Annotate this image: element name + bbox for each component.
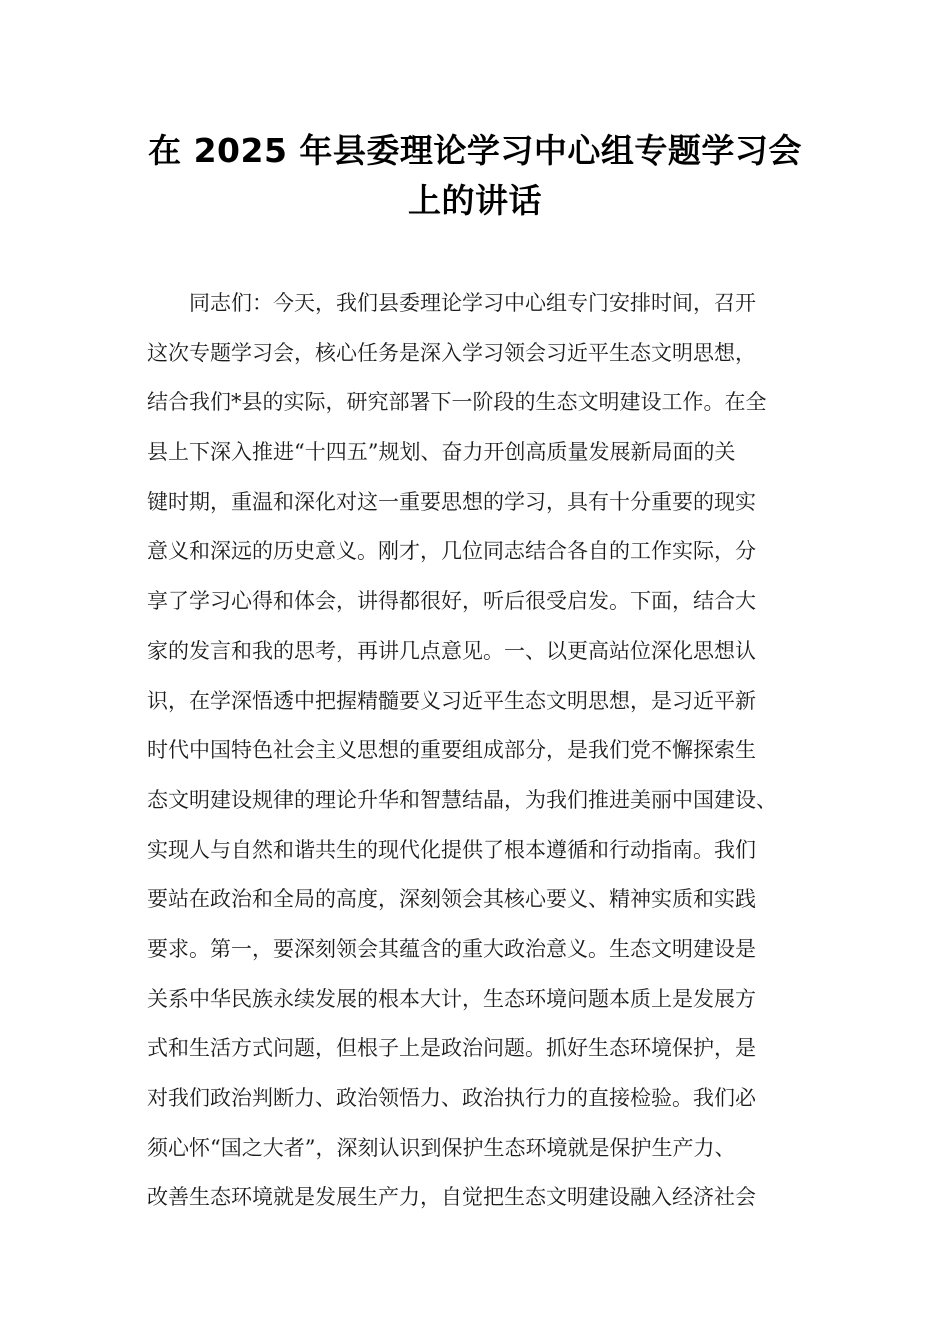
body-line: 这次专题学习会，核心任务是深入学习领会习近平生态文明思想， (147, 340, 756, 365)
body-line: 关系中华民族永续发展的根本大计，生态环境问题本质上是发展方 (147, 986, 756, 1011)
body-line: 意义和深远的历史意义。刚才，几位同志结合各自的工作实际，分 (147, 539, 756, 564)
document-title (120, 126, 830, 226)
body-line: 要求。第一，要深刻领会其蕴含的重大政治意义。生态文明建设是 (147, 936, 756, 961)
body-line: 键时期，重温和深化对这一重要思想的学习，具有十分重要的现实 (147, 489, 756, 514)
body-line: 态文明建设规律的理论升华和智慧结晶，为我们推进美丽中国建设、 (147, 787, 777, 812)
body-line: 同志们：今天，我们县委理论学习中心组专门安排时间，召开 (189, 291, 756, 315)
body-line: 要站在政治和全局的高度，深刻领会其核心要义、精神实质和实践 (147, 887, 756, 912)
body-line: 享了学习心得和体会，讲得都很好，听后很受启发。下面，结合大 (147, 589, 756, 614)
body-line: 结合我们*县的实际，研究部署下一阶段的生态文明建设工作。在全 (147, 390, 767, 415)
document-body (147, 279, 847, 1223)
body-line: 实现人与自然和谐共生的现代化提供了根本遵循和行动指南。我们 (147, 837, 756, 862)
title-line-1: 在 2025 年县委理论学习中心组专题学习会 (148, 131, 802, 170)
title-line-2: 上的讲话 (408, 181, 542, 220)
body-line: 识，在学深悟透中把握精髓要义习近平生态文明思想，是习近平新 (147, 688, 756, 713)
body-line: 时代中国特色社会主义思想的重要组成部分，是我们党不懈探索生 (147, 738, 756, 763)
body-line: 对我们政治判断力、政治领悟力、政治执行力的直接检验。我们必 (147, 1086, 756, 1110)
body-line: 式和生活方式问题，但根子上是政治问题。抓好生态环境保护，是 (147, 1036, 756, 1061)
body-line: 须心怀“国之大者”，深刻认识到保护生态环境就是保护生产力、 (147, 1135, 736, 1160)
body-line: 家的发言和我的思考，再讲几点意见。一、以更高站位深化思想认 (147, 638, 756, 663)
body-line: 改善生态环境就是发展生产力，自觉把生态文明建设融入经济社会 (147, 1185, 756, 1210)
body-line: 县上下深入推进“十四五”规划、奋力开创高质量发展新局面的关 (147, 440, 736, 465)
